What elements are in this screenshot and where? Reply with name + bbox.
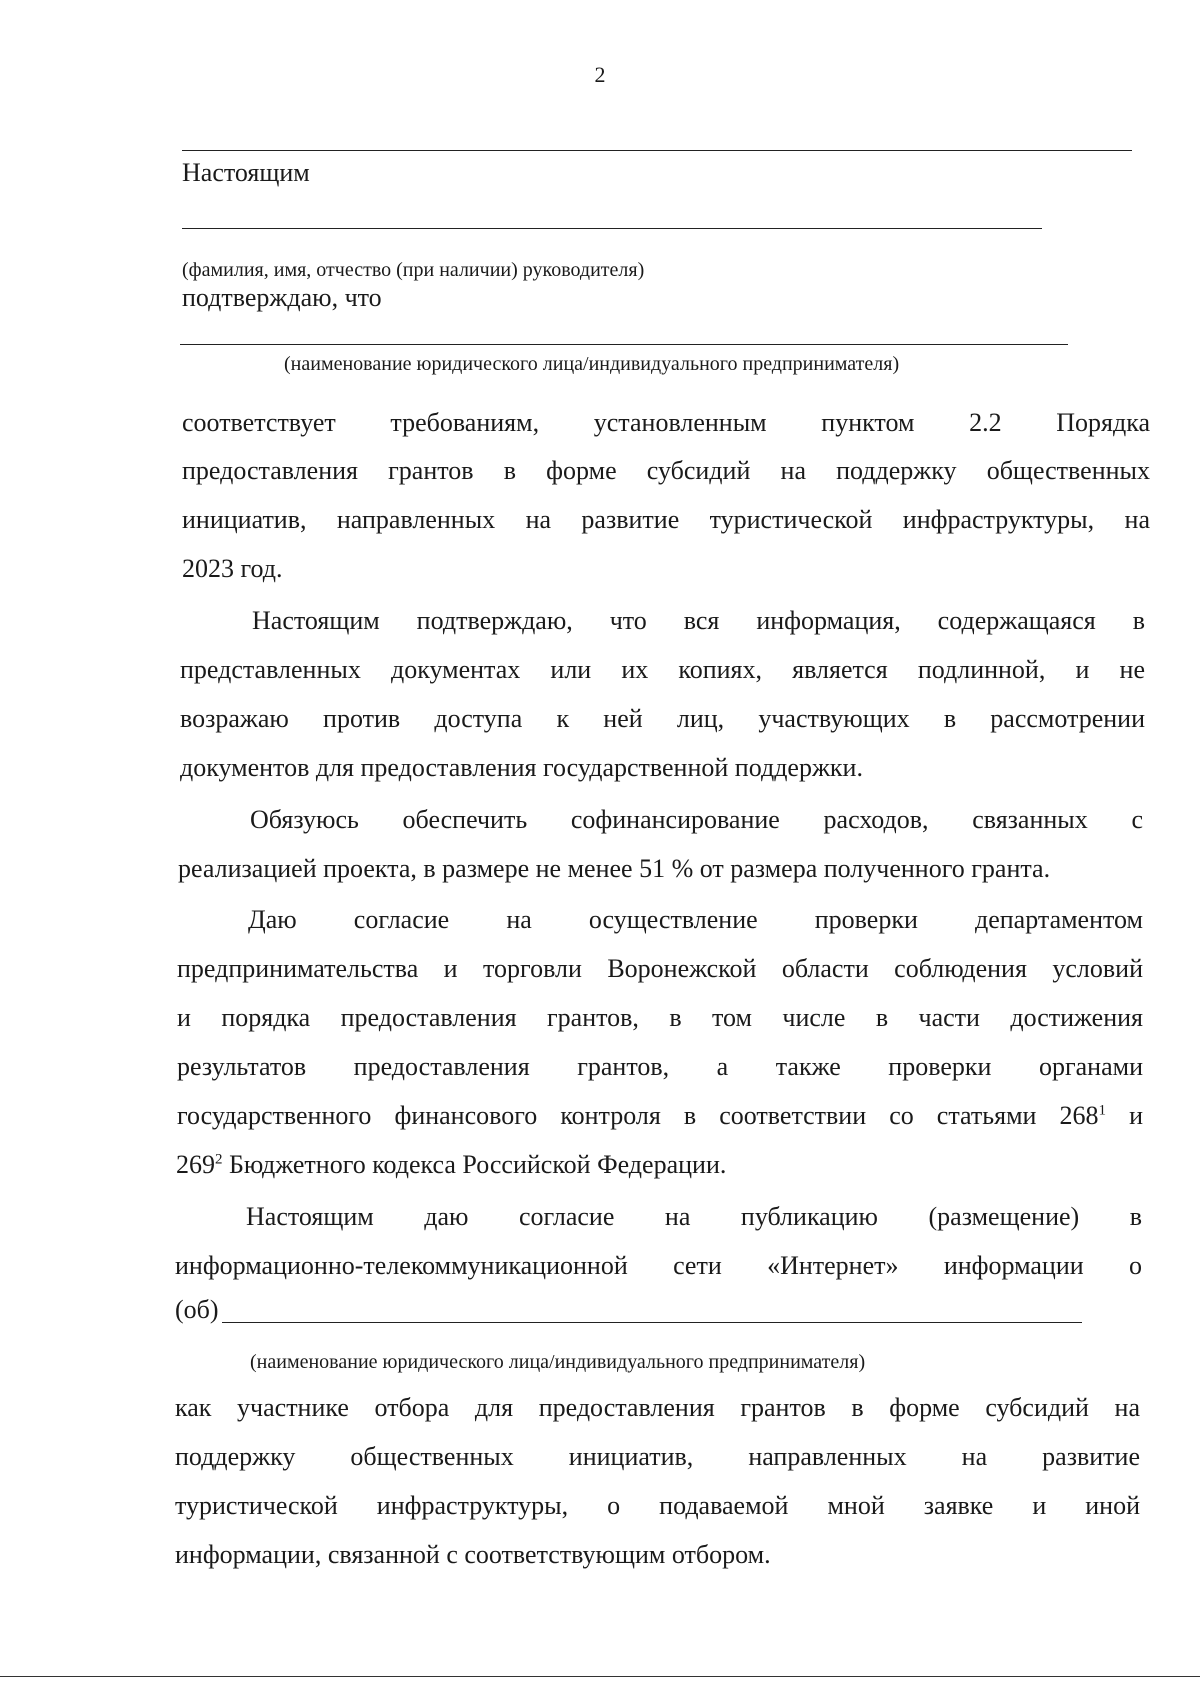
p4-line-5-tail: и	[1106, 1101, 1143, 1130]
p2-line-3: возражаю против доступа к ней лиц, участвующих в рассмотрении	[180, 704, 1145, 733]
name-caption: (фамилия, имя, отчество (при наличии) руководителя)	[182, 259, 645, 281]
confirm-label: подтверждаю, что	[182, 283, 382, 312]
p3-line-2: реализацией проекта, в размере не менее 51 % от размера полученного гранта.	[178, 854, 1051, 883]
p2-line-2: представленных документах или их копиях, является подлинной, и не	[180, 655, 1145, 684]
p5-tail-line-3: туристической инфраструктуры, о подаваемой мной заявке и иной	[175, 1491, 1140, 1520]
hereby-label: Настоящим	[182, 158, 310, 187]
p5-tail-line-4: информации, связанной с соответствующим отбором.	[175, 1540, 771, 1569]
p4-line-1: Даю согласие на осуществление проверки департаментом	[248, 905, 1143, 934]
p4-line-4: результатов предоставления грантов, а также проверки органами	[177, 1052, 1143, 1081]
blank-line-top	[182, 150, 1132, 151]
p4-line-3: и порядка предоставления грантов, в том числе в части достижения	[177, 1003, 1143, 1032]
p1-line-1: соответствует требованиям, установленным пунктом 2.2 Порядка	[182, 408, 1150, 437]
p4-line-6-text: Бюджетного кодекса Российской Федерации.	[222, 1150, 727, 1179]
blank-line-entity-2	[222, 1322, 1082, 1323]
p5-line-1: Настоящим даю согласие на публикацию (размещение) в	[246, 1202, 1142, 1231]
p5-line-2: информационно-телекоммуникационной сети «Интернет» информации о	[175, 1251, 1142, 1280]
p3-line-1: Обязуюсь обеспечить софинансирование расходов, связанных с	[250, 805, 1143, 834]
article-number: 269	[176, 1150, 215, 1179]
p4-line-6	[176, 1150, 726, 1180]
p4-line-2: предпринимательства и торговли Воронежской области соблюдения условий	[177, 954, 1143, 983]
p1-line-2: предоставления грантов в форме субсидий на поддержку общественных	[182, 456, 1150, 485]
p4-line-5-text: государственного финансового контроля в соответствии со статьями 268	[177, 1101, 1099, 1130]
blank-line-head-name	[182, 228, 1042, 229]
entity-caption-2: (наименование юридического лица/индивидуального предпринимателя)	[250, 1351, 866, 1373]
p1-line-4: 2023 год.	[182, 554, 283, 583]
about-label: (об)	[175, 1295, 219, 1324]
p4-line-5	[177, 1101, 1143, 1131]
p2-line-1: Настоящим подтверждаю, что вся информация, содержащаяся в	[252, 606, 1145, 635]
footnote-marker-2: 2	[215, 1151, 223, 1168]
p5-tail-line-1: как участнике отбора для предоставления грантов в форме субсидий на	[175, 1393, 1140, 1422]
page-bottom-edge	[0, 1676, 1200, 1677]
p5-tail-line-2: поддержку общественных инициатив, направленных на развитие	[175, 1442, 1140, 1471]
p1-line-3: инициатив, направленных на развитие туристической инфраструктуры, на	[182, 505, 1150, 534]
p2-line-4: документов для предоставления государственной поддержки.	[180, 753, 863, 782]
page-number: 2	[594, 62, 606, 87]
entity-caption: (наименование юридического лица/индивидуального предпринимателя)	[284, 353, 900, 375]
footnote-marker-1: 1	[1098, 1102, 1107, 1119]
blank-line-entity	[180, 344, 1068, 345]
